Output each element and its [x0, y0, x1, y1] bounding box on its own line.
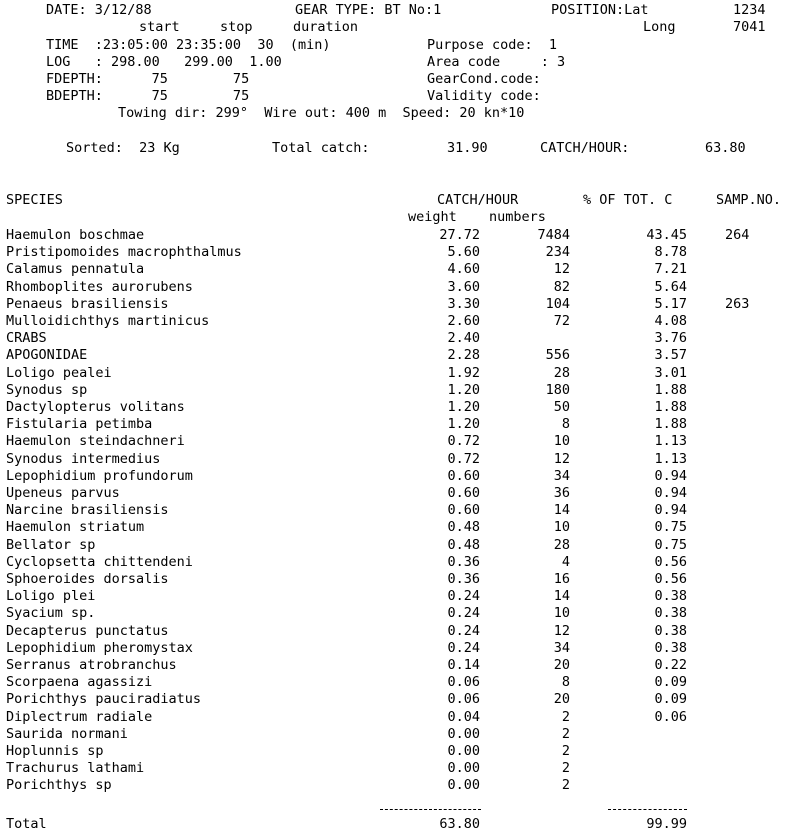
catch-numbers: 4	[561, 553, 570, 570]
table-row	[0, 623, 800, 640]
species-name: Haemulon striatum	[6, 519, 145, 536]
catch-weight: 0.24	[447, 639, 480, 656]
percent-of-total: 0.38	[654, 622, 687, 639]
catch-numbers: 10	[553, 519, 570, 536]
species-name: CRABS	[6, 330, 47, 347]
species-name: Serranus atrobranchus	[6, 657, 177, 673]
catch-hour-header: CATCH/HOUR	[437, 192, 519, 208]
table-row	[0, 571, 800, 588]
catch-numbers: 8	[561, 416, 570, 433]
catch-numbers: 12	[553, 622, 570, 639]
long-label: Long	[643, 19, 676, 35]
percent-of-total: 4.08	[654, 313, 687, 329]
catch-weight: 5.60	[447, 244, 480, 261]
species-name: Scorpaena agassizi	[6, 674, 153, 691]
catch-weight: 0.00	[447, 777, 480, 794]
table-row	[0, 760, 800, 777]
catch-numbers: 180	[545, 381, 570, 398]
percent-of-total: 0.56	[654, 571, 687, 587]
species-name: Lepophidium pheromystax	[6, 639, 193, 656]
catch-weight: 2.40	[447, 330, 480, 347]
table-row	[0, 313, 800, 330]
species-name: Fistularia petimba	[6, 416, 153, 433]
catch-weight: 2.60	[447, 313, 480, 329]
percent-of-total: 0.56	[654, 553, 687, 570]
catch-weight: 4.60	[447, 261, 480, 278]
species-name: Porichthys sp	[6, 777, 112, 794]
catch-numbers: 34	[553, 639, 570, 656]
catch-weight: 3.60	[447, 278, 480, 295]
table-row	[0, 709, 800, 726]
percent-of-total: 5.17	[654, 295, 687, 312]
table-row	[0, 605, 800, 622]
percent-of-total: 1.88	[654, 416, 687, 433]
catch-numbers: 12	[553, 261, 570, 278]
catch-numbers: 2	[561, 725, 570, 742]
percent-of-total: 43.45	[646, 227, 687, 243]
percent-total-header: % OF TOT. C	[583, 192, 673, 208]
table-row	[0, 588, 800, 605]
catch-numbers: 20	[553, 691, 570, 708]
table-row	[0, 537, 800, 554]
catch-numbers: 34	[553, 467, 570, 484]
table-row	[0, 330, 800, 347]
catch-weight: 0.36	[447, 571, 480, 587]
catch-weight: 0.00	[447, 725, 480, 742]
species-name: Sphoeroides dorsalis	[6, 571, 169, 587]
catch-weight: 0.24	[447, 622, 480, 639]
catch-weight: 0.36	[447, 553, 480, 570]
log-row: LOG : 298.00 299.00 1.00	[46, 54, 282, 70]
numbers-header: numbers	[489, 209, 546, 225]
total-catch-label: Total catch:	[272, 140, 370, 156]
catch-numbers: 10	[553, 433, 570, 450]
catch-numbers: 14	[553, 502, 570, 519]
species-name: Synodus sp	[6, 381, 88, 398]
table-row	[0, 261, 800, 278]
purpose-code: Purpose code: 1	[427, 37, 558, 53]
table-row	[0, 433, 800, 450]
catch-weight: 0.60	[447, 485, 480, 501]
species-name: Upeneus parvus	[6, 485, 120, 501]
table-row	[0, 468, 800, 485]
species-name: Decapterus punctatus	[6, 622, 169, 639]
catch-numbers: 2	[561, 777, 570, 794]
table-row	[0, 451, 800, 468]
percent-of-total: 5.64	[654, 278, 687, 295]
catch-weight: 0.24	[447, 605, 480, 622]
species-header: SPECIES	[6, 192, 63, 208]
catch-weight: 0.06	[447, 691, 480, 708]
percent-of-total: 0.22	[654, 657, 687, 673]
species-name: Cyclopsetta chittendeni	[6, 553, 193, 570]
table-row	[0, 657, 800, 674]
table-row	[0, 416, 800, 433]
catch-hour-value: 63.80	[705, 140, 746, 156]
catch-weight: 1.92	[447, 364, 480, 381]
species-name: APOGONIDAE	[6, 347, 88, 364]
table-row	[0, 691, 800, 708]
total-percent: 99.99	[646, 816, 687, 832]
catch-numbers: 8	[561, 674, 570, 691]
catch-weight: 0.72	[447, 450, 480, 467]
species-name: Diplectrum radiale	[6, 708, 153, 725]
percent-of-total: 0.38	[654, 605, 687, 622]
col-duration: duration	[293, 19, 359, 35]
catch-numbers: 2	[561, 743, 570, 759]
species-name: Saurida normani	[6, 725, 128, 742]
percent-of-total: 8.78	[654, 244, 687, 261]
bdepth-row: BDEPTH: 75 75	[46, 88, 250, 104]
catch-numbers: 10	[553, 605, 570, 622]
catch-numbers: 7484	[537, 227, 570, 243]
catch-numbers: 82	[553, 278, 570, 295]
percent-total-rule	[608, 809, 687, 810]
catch-weight: 1.20	[447, 381, 480, 398]
position-label: POSITION:Lat	[551, 2, 649, 18]
table-row	[0, 640, 800, 657]
catch-numbers: 36	[553, 485, 570, 501]
catch-weight: 0.60	[447, 502, 480, 519]
species-name: Penaeus brasiliensis	[6, 295, 169, 312]
species-name: Synodus intermedius	[6, 450, 161, 467]
table-row	[0, 519, 800, 536]
total-catch-value: 31.90	[447, 140, 488, 156]
catch-weight: 2.28	[447, 347, 480, 364]
catch-weight: 1.20	[447, 399, 480, 415]
catch-numbers: 104	[545, 295, 570, 312]
catch-numbers: 2	[561, 708, 570, 725]
table-row	[0, 244, 800, 261]
latitude: 1234	[733, 2, 766, 18]
table-row	[0, 279, 800, 296]
catch-numbers: 556	[545, 347, 570, 364]
total-weight: 63.80	[439, 816, 480, 832]
percent-of-total: 0.94	[654, 485, 687, 501]
towing-line: Towing dir: 299° Wire out: 400 m Speed: 20 kn*10	[118, 105, 525, 121]
catch-weight: 0.72	[447, 433, 480, 450]
date: DATE: 3/12/88	[46, 2, 152, 18]
catch-numbers: 234	[545, 244, 570, 261]
time-row: TIME :23:05:00 23:35:00 30 (min)	[46, 37, 331, 53]
catch-numbers: 12	[553, 450, 570, 467]
weight-total-rule	[380, 809, 481, 810]
percent-of-total: 1.88	[654, 399, 687, 415]
catch-weight: 1.20	[447, 416, 480, 433]
percent-of-total: 3.57	[654, 347, 687, 364]
col-start: start	[139, 19, 180, 35]
species-name: Narcine brasiliensis	[6, 502, 169, 519]
species-name: Syacium sp.	[6, 605, 96, 622]
percent-of-total: 0.06	[654, 708, 687, 725]
catch-weight: 0.00	[447, 743, 480, 759]
gear-type: GEAR TYPE: BT No:1	[295, 2, 442, 18]
percent-of-total: 0.09	[654, 674, 687, 691]
table-row	[0, 365, 800, 382]
species-name: Trachurus lathami	[6, 760, 145, 777]
species-name: Hoplunnis sp	[6, 743, 104, 759]
species-name: Lepophidium profundorum	[6, 467, 193, 484]
species-name: Loligo plei	[6, 588, 96, 605]
catch-weight: 3.30	[447, 295, 480, 312]
validity-code: Validity code:	[427, 88, 541, 104]
catch-numbers: 50	[553, 399, 570, 415]
percent-of-total: 0.09	[654, 691, 687, 708]
percent-of-total: 1.13	[654, 433, 687, 450]
table-row	[0, 777, 800, 794]
sorted-weight: Sorted: 23 Kg	[66, 140, 180, 156]
catch-weight: 0.04	[447, 708, 480, 725]
species-name: Loligo pealei	[6, 364, 112, 381]
species-name: Rhomboplites aurorubens	[6, 278, 193, 295]
percent-of-total: 3.76	[654, 330, 687, 347]
percent-of-total: 3.01	[654, 364, 687, 381]
species-name: Haemulon boschmae	[6, 227, 145, 243]
catch-numbers: 28	[553, 536, 570, 553]
percent-of-total: 0.38	[654, 639, 687, 656]
percent-of-total: 0.38	[654, 588, 687, 605]
table-row	[0, 485, 800, 502]
catch-numbers: 2	[561, 760, 570, 777]
catch-weight: 0.60	[447, 467, 480, 484]
table-row	[0, 382, 800, 399]
table-row	[0, 554, 800, 571]
catch-numbers: 16	[553, 571, 570, 587]
sample-number: 263	[725, 295, 750, 312]
catch-numbers: 20	[553, 657, 570, 673]
weight-header: weight	[408, 209, 457, 225]
table-row	[0, 227, 800, 244]
percent-of-total: 0.75	[654, 536, 687, 553]
total-label: Total	[6, 816, 47, 832]
species-name: Dactylopterus volitans	[6, 399, 185, 415]
catch-weight: 0.06	[447, 674, 480, 691]
species-name: Mulloidichthys martinicus	[6, 313, 210, 329]
sample-number-header: SAMP.NO.	[716, 192, 782, 208]
table-row	[0, 296, 800, 313]
longitude: 7041	[733, 19, 766, 35]
table-row	[0, 347, 800, 364]
table-row	[0, 726, 800, 743]
fdepth-row: FDEPTH: 75 75	[46, 71, 250, 87]
area-code: Area code : 3	[427, 54, 566, 70]
catch-numbers: 14	[553, 588, 570, 605]
species-name: Haemulon steindachneri	[6, 433, 185, 450]
catch-weight: 0.48	[447, 536, 480, 553]
percent-of-total: 7.21	[654, 261, 687, 278]
catch-numbers: 72	[553, 313, 570, 329]
gearcond-code: GearCond.code:	[427, 71, 541, 87]
sample-number: 264	[725, 227, 750, 243]
species-name: Calamus pennatula	[6, 261, 145, 278]
percent-of-total: 0.94	[654, 467, 687, 484]
catch-hour-label: CATCH/HOUR:	[540, 140, 630, 156]
table-row	[0, 674, 800, 691]
percent-of-total: 1.88	[654, 381, 687, 398]
catch-weight: 0.14	[447, 657, 480, 673]
percent-of-total: 0.75	[654, 519, 687, 536]
percent-of-total: 1.13	[654, 450, 687, 467]
table-row	[0, 502, 800, 519]
catch-weight: 0.24	[447, 588, 480, 605]
species-name: Porichthys pauciradiatus	[6, 691, 202, 708]
catch-numbers: 28	[553, 364, 570, 381]
table-row	[0, 399, 800, 416]
col-stop: stop	[220, 19, 253, 35]
species-name: Bellator sp	[6, 536, 96, 553]
catch-weight: 0.48	[447, 519, 480, 536]
catch-weight: 27.72	[439, 227, 480, 243]
percent-of-total: 0.94	[654, 502, 687, 519]
catch-weight: 0.00	[447, 760, 480, 777]
table-row	[0, 743, 800, 760]
species-name: Pristipomoides macrophthalmus	[6, 244, 242, 261]
